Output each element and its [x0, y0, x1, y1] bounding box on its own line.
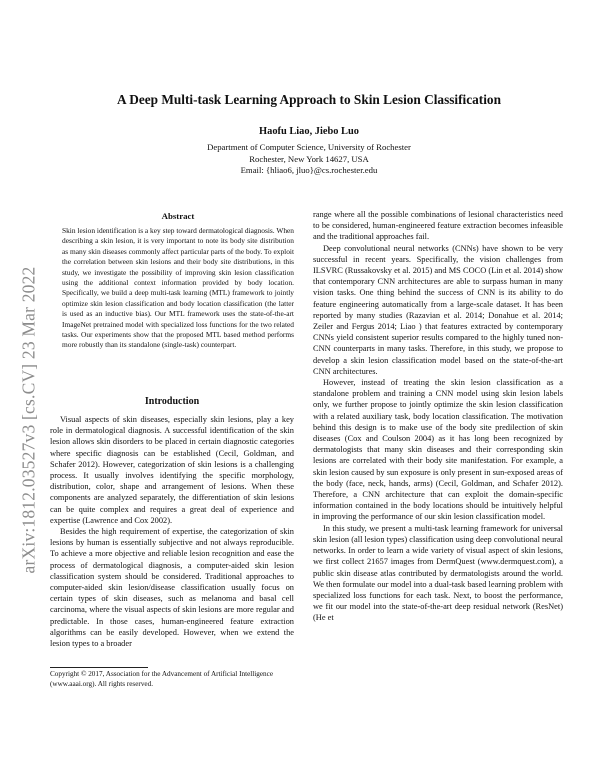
introduction-heading: Introduction	[144, 396, 200, 407]
intro-paragraph-continuation: range where all the possible combinations of lesional characteristics need to be considered, human-engineered feature extraction becomes infeasible and the traditional approaches fail.	[313, 210, 563, 242]
arxiv-identifier	[14, 200, 44, 640]
right-column-body	[313, 209, 563, 624]
arxiv-id-text: arXiv:1812.03527v3 [cs.CV] 23 Mar 2022	[18, 266, 39, 574]
abstract-heading: Abstract	[161, 211, 195, 221]
paper-title: A Deep Multi-task Learning Approach to Skin Lesion Classification	[117, 92, 501, 107]
author-names: Haofu Liao, Jiebo Luo	[259, 126, 359, 137]
affiliation-department: Department of Computer Science, University of Rochester	[207, 142, 411, 152]
affiliation-block	[50, 142, 568, 177]
intro-paragraph: In this study, we present a multi-task learning framework for universal skin lesion (all lesion types) classification using deep convolutional neural networks. In order to learn a wide variety of visual aspect of skin lesions, we first collect 21657 images from DermQuest (www.dermquest.com), a public skin disease atlas contributed by dermatologists around the world. We then formulate our model into a dual-task based learning problem with specialized loss functions for each task. Next, to boost the performance, we fit our model into the state-of-the-art deep residual network (ResNet) (He et	[313, 523, 563, 623]
left-column-body	[50, 414, 294, 649]
intro-paragraph: However, instead of treating the skin lesion classification as a standalone problem and training a CNN model using skin lesion labels only, we further propose to jointly optimize the skin lesion classification with a related auxiliary task, body location classification. The motivation behind this design is to make use of the body site predilection of skin diseases (Cox and Coulson 2004) as it has long been recognized by dermatologists that many skin diseases and their corresponding skin lesions are correlated with their body site manifestation. For example, a skin lesion caused by sun exposure is only present in sun-exposed areas of the body (face, neck, hands, arms) (Cecil, Goldman, and Schafer 2012). Therefore, a CNN architecture that can exploit the domain-specific information contained in the body locations should be intuitively helpful in improving the performance of our skin lesion classification model.	[313, 378, 563, 522]
abstract-text: Skin lesion identification is a key step toward dermatological diagnosis. When describing a skin lesion, it is very important to note its body site distribution as many skin diseases commonly affect particular parts of the body. To exploit the correlation between skin lesions and their body site distributions, in this study, we investigate the possibility of improving skin lesion classification using the additional context information provided by body location. Specifically, we build a deep multi-task learning (MTL) framework to jointly optimize skin lesion classification and body location classification (the latter is used as an inductive bias). Our MTL framework uses the state-of-the-art ImageNet pretrained model with specialized loss functions for the two related tasks. Our experiments show that the proposed MTL based method performs more robustly than its standalone (single-task) counterpart.	[62, 226, 295, 350]
affiliation-email: Email: {hliao6, jluo}@cs.rochester.edu	[240, 165, 378, 176]
intro-paragraph: Deep convolutional neural networks (CNNs) have shown to be very successful in recent years. Specifically, the vision challenges from ILSVRC (Russakovsky et al. 2015) and MS COCO (Lin et al. 2014) show that contemporary CNN architectures are able to surpass human in many vision tasks. One thing behind the success of CNN is its ability to do feature engineering automatically from a large-scale dataset. It has been reported by many studies (Razavian et al. 2014; Donahue et al. 2014; Zeiler and Fergus 2014; Liao ) that features extracted by contemporary CNNs yield consistent superior results compared to the highly tuned non-CNN counterparts in many tasks. Therefore, in this study, we propose to develop a skin lesion classification model based on the state-of-the-art CNN architectures.	[313, 243, 563, 376]
copyright-footnote: Copyright © 2017, Association for the Advancement of Artificial Intelligence (www.aaai.org). All rights reserved.	[50, 670, 274, 688]
intro-paragraph: Besides the high requirement of expertise, the categorization of skin lesions by human is essentially subjective and not always reproducible. To achieve a more objective and reliable lesion recognition and ease the process of dermatological diagnosis, a computer-aided skin lesion classification system should be considered. Traditional approaches to computer-aided skin lesion/disease classification usually focus on certain types of skin diseases, such as melanoma and basal cell carcinoma, where the visual aspects of skin lesions are more regular and predictable. In those cases, human-engineered feature extraction algorithms can be easily developed. However, when we extend the lesion types to a broader	[50, 527, 294, 649]
affiliation-address: Rochester, New York 14627, USA	[249, 153, 369, 164]
footnote-rule	[50, 667, 148, 668]
intro-paragraph: Visual aspects of skin diseases, especially skin lesions, play a key role in dermatological diagnosis. A successful identification of the skin lesion allows skin disorders to be placed in certain diagnostic categories where specific diagnosis can be established (Cecil, Goldman, and Schafer 2012). However, categorization of skin lesions is a challenging process. It usually involves identifying the specific morphology, distribution, color, shape and arrangement of lesions. When these components are analyzed separately, the differentiation of skin lesions can be quite complex and requires a great deal of experience and expertise (Lawrence and Cox 2002).	[50, 415, 294, 525]
